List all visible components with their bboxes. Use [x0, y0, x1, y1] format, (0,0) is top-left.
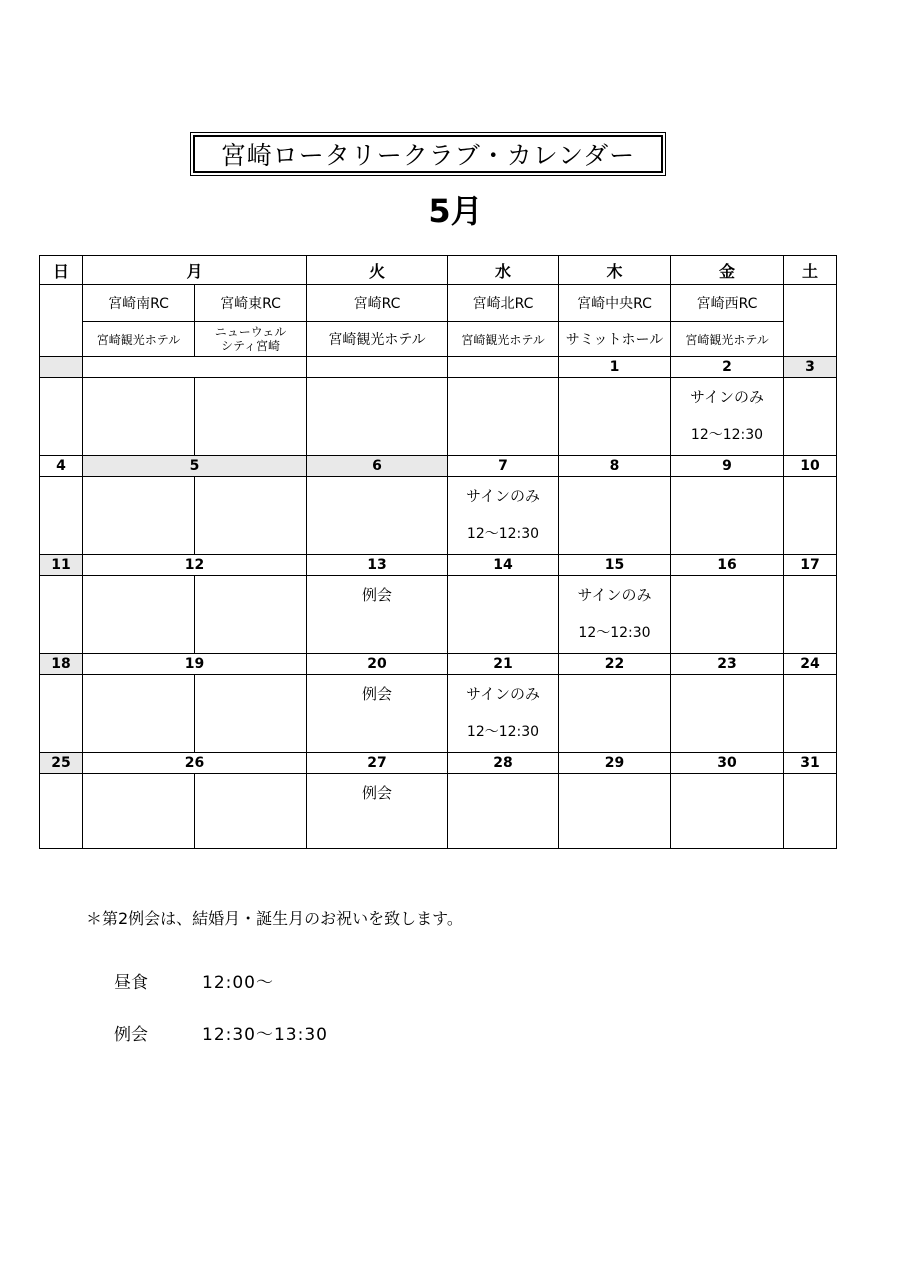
day-cell-wed	[448, 378, 559, 456]
day-number-tue: 20	[307, 654, 448, 675]
weekday-wed: 水	[448, 256, 559, 285]
day-number-sat: 10	[784, 456, 837, 477]
title-box	[190, 132, 666, 176]
event-title: 例会	[362, 685, 393, 703]
day-cell-thu	[559, 576, 671, 654]
day-cell-thu	[559, 378, 671, 456]
day-cell-fri	[671, 774, 784, 849]
venue-mon-b	[195, 322, 307, 357]
day-number-sun: 4	[40, 456, 83, 477]
day-cell-sat	[784, 378, 837, 456]
day-number-wed: 28	[448, 753, 559, 774]
day-number-sun: 11	[40, 555, 83, 576]
weekday-header-row	[40, 256, 837, 285]
day-number-thu: 29	[559, 753, 671, 774]
week-content-row	[40, 576, 837, 654]
day-cell-thu	[559, 477, 671, 555]
weekday-fri: 金	[671, 256, 784, 285]
venue-mon-b-line2: シティ宮崎	[220, 339, 281, 353]
event-title: サインのみ	[466, 685, 540, 703]
day-number-wed: 14	[448, 555, 559, 576]
remark-note: ＊第2例会は、結婚月・誕生月のお祝いを致します。	[86, 909, 463, 928]
week-content-row	[40, 477, 837, 555]
club-thu: 宮崎中央RC	[559, 285, 671, 322]
venue-thu: サミットホール	[559, 322, 671, 357]
day-cell-sat	[784, 477, 837, 555]
event-time: 12～12:30	[466, 724, 540, 740]
club-tue: 宮崎RC	[307, 285, 448, 322]
week-daynum-row	[40, 357, 837, 378]
day-cell-sun	[40, 477, 83, 555]
day-number-thu: 22	[559, 654, 671, 675]
day-number-tue: 13	[307, 555, 448, 576]
club-row	[40, 285, 837, 322]
event-title: サインのみ	[466, 487, 540, 505]
day-cell-fri	[671, 378, 784, 456]
day-number-thu: 1	[559, 357, 671, 378]
day-cell-wed	[448, 675, 559, 753]
venue-mon-a: 宮崎観光ホテル	[83, 322, 195, 357]
venue-row	[40, 322, 837, 357]
day-number-mon	[83, 357, 307, 378]
day-number-fri: 16	[671, 555, 784, 576]
day-number-wed: 21	[448, 654, 559, 675]
day-number-tue	[307, 357, 448, 378]
day-cell-tue	[307, 774, 448, 849]
day-cell-mon_a	[83, 378, 195, 456]
weekday-sun: 日	[40, 256, 83, 285]
calendar-table	[39, 255, 837, 849]
day-number-fri: 2	[671, 357, 784, 378]
day-cell-mon_b	[195, 774, 307, 849]
day-number-wed: 7	[448, 456, 559, 477]
day-cell-sat	[784, 774, 837, 849]
meeting-label: 例会	[114, 1025, 148, 1045]
event-title: 例会	[362, 784, 393, 802]
venue-wed: 宮崎観光ホテル	[448, 322, 559, 357]
day-number-thu: 15	[559, 555, 671, 576]
day-cell-mon_a	[83, 675, 195, 753]
week-daynum-row	[40, 753, 837, 774]
day-cell-fri	[671, 576, 784, 654]
week-daynum-row	[40, 456, 837, 477]
day-number-fri: 30	[671, 753, 784, 774]
week-daynum-row	[40, 654, 837, 675]
day-number-sat: 31	[784, 753, 837, 774]
club-fri: 宮崎西RC	[671, 285, 784, 322]
lunch-label: 昼食	[114, 973, 148, 993]
day-number-fri: 9	[671, 456, 784, 477]
lunch-time: 12:00～	[202, 973, 274, 993]
week-content-row	[40, 774, 837, 849]
day-cell-mon_a	[83, 477, 195, 555]
day-cell-thu	[559, 774, 671, 849]
day-number-mon: 19	[83, 654, 307, 675]
day-number-mon: 26	[83, 753, 307, 774]
day-number-sat: 24	[784, 654, 837, 675]
day-number-mon: 5	[83, 456, 307, 477]
month-heading: 5月	[428, 192, 483, 230]
day-cell-thu	[559, 675, 671, 753]
lunch-line	[114, 968, 274, 993]
club-mon-b: 宮崎東RC	[195, 285, 307, 322]
day-number-sat: 17	[784, 555, 837, 576]
day-cell-tue	[307, 477, 448, 555]
day-cell-mon_b	[195, 576, 307, 654]
week-content-row	[40, 675, 837, 753]
venue-tue: 宮崎観光ホテル	[307, 322, 448, 357]
day-cell-sun	[40, 774, 83, 849]
day-cell-mon_b	[195, 378, 307, 456]
club-cell-sat	[784, 285, 837, 357]
event-title: サインのみ	[577, 586, 652, 604]
day-cell-wed	[448, 477, 559, 555]
day-cell-mon_a	[83, 576, 195, 654]
day-number-sat: 3	[784, 357, 837, 378]
day-cell-sun	[40, 378, 83, 456]
venue-fri: 宮崎観光ホテル	[671, 322, 784, 357]
day-cell-tue	[307, 378, 448, 456]
day-number-tue: 6	[307, 456, 448, 477]
day-cell-sun	[40, 675, 83, 753]
venue-mon-b-line1: ニューウェル	[214, 325, 287, 339]
day-cell-fri	[671, 477, 784, 555]
meeting-time: 12:30～13:30	[202, 1025, 328, 1045]
event-time: 12～12:30	[690, 427, 764, 443]
event-time: 12～12:30	[466, 526, 540, 542]
day-cell-tue	[307, 675, 448, 753]
day-number-tue: 27	[307, 753, 448, 774]
day-cell-wed	[448, 774, 559, 849]
day-cell-sat	[784, 576, 837, 654]
day-cell-mon_b	[195, 675, 307, 753]
day-number-wed	[448, 357, 559, 378]
day-number-sun: 25	[40, 753, 83, 774]
day-number-sun	[40, 357, 83, 378]
day-number-mon: 12	[83, 555, 307, 576]
calendar-title: 宮崎ロータリークラブ・カレンダー	[193, 135, 663, 173]
day-cell-sat	[784, 675, 837, 753]
club-mon-a: 宮崎南RC	[83, 285, 195, 322]
day-cell-tue	[307, 576, 448, 654]
day-cell-mon_a	[83, 774, 195, 849]
day-cell-mon_b	[195, 477, 307, 555]
week-daynum-row	[40, 555, 837, 576]
weekday-tue: 火	[307, 256, 448, 285]
meeting-line	[114, 1020, 328, 1045]
event-title: サインのみ	[690, 388, 764, 406]
weekday-sat: 土	[784, 256, 837, 285]
day-number-fri: 23	[671, 654, 784, 675]
week-content-row	[40, 378, 837, 456]
club-cell-sun	[40, 285, 83, 357]
weeks-body	[40, 357, 837, 849]
day-cell-fri	[671, 675, 784, 753]
club-wed: 宮崎北RC	[448, 285, 559, 322]
weekday-mon: 月	[83, 256, 307, 285]
day-number-thu: 8	[559, 456, 671, 477]
weekday-thu: 木	[559, 256, 671, 285]
day-number-sun: 18	[40, 654, 83, 675]
event-time: 12～12:30	[578, 625, 651, 641]
day-cell-wed	[448, 576, 559, 654]
event-title: 例会	[362, 586, 393, 604]
day-cell-sun	[40, 576, 83, 654]
